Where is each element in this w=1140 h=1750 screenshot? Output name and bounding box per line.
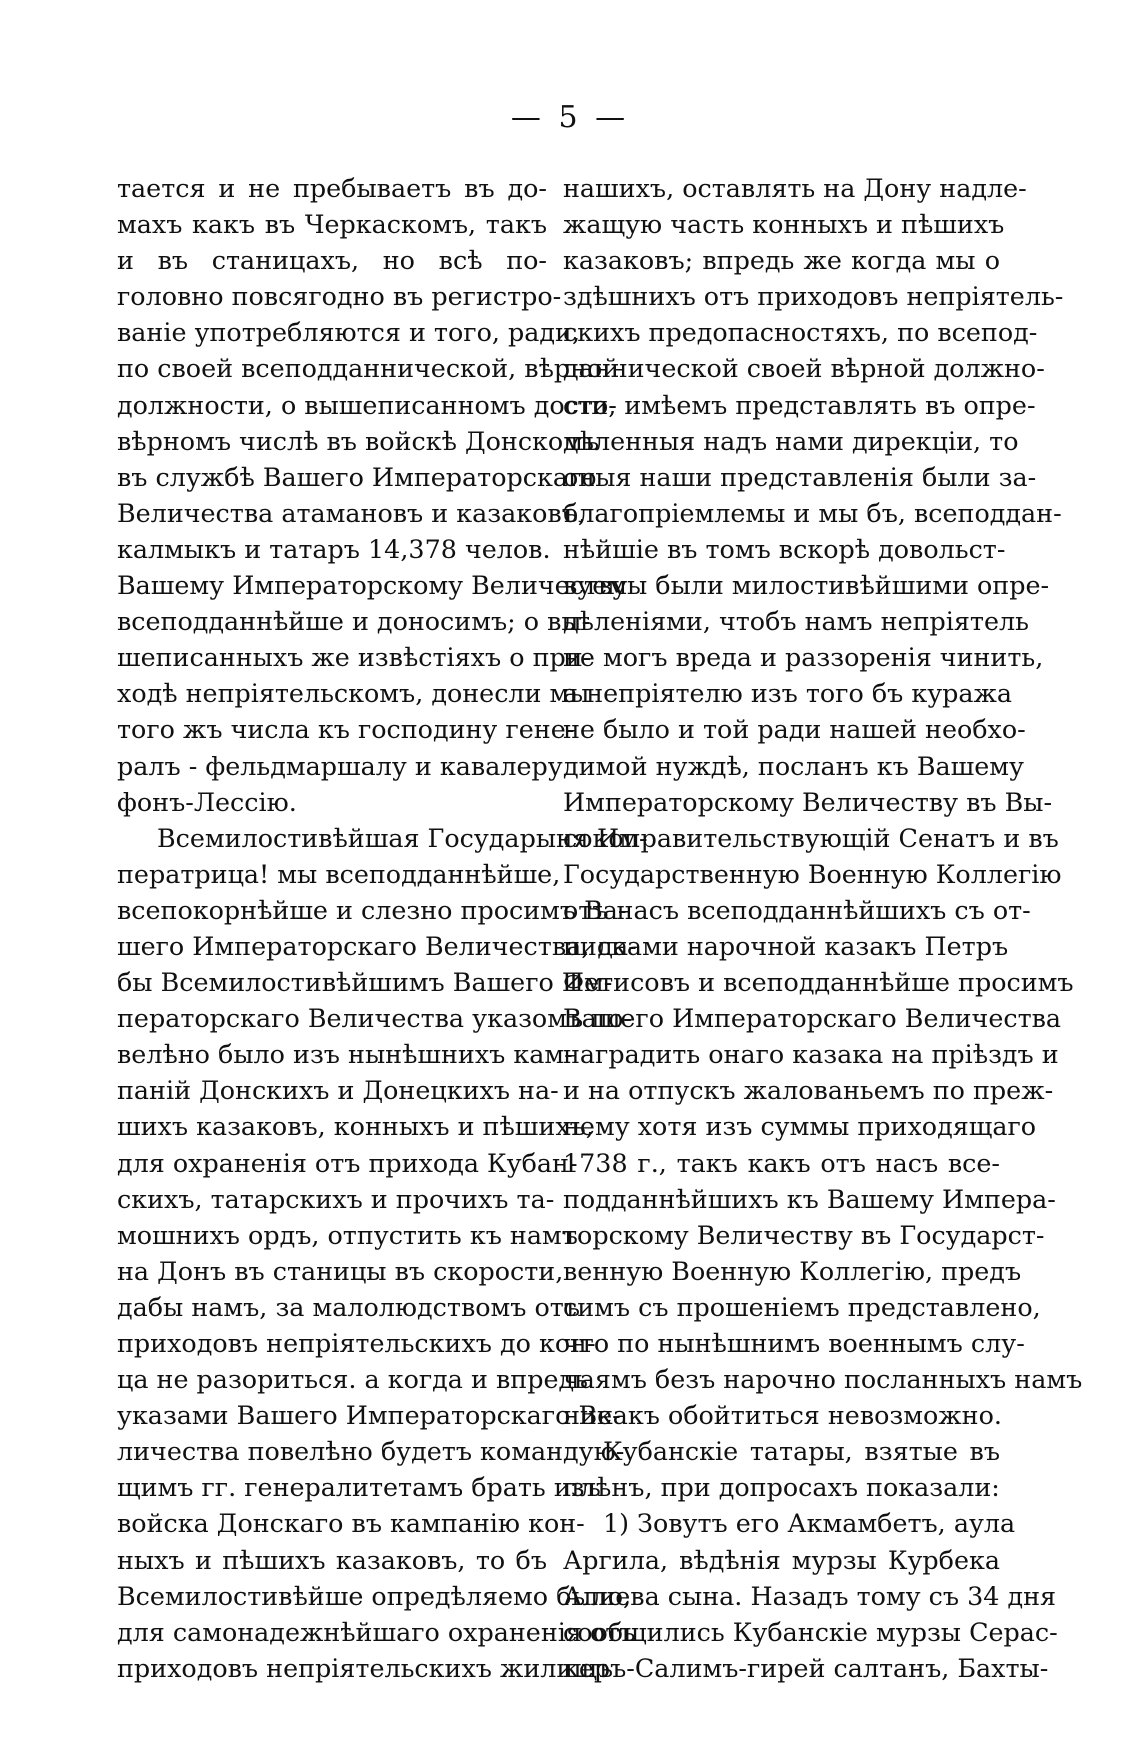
text-line: нашихъ, оставлять на Дону надле-: [563, 173, 1027, 203]
text-line: даннической своей вѣрной должно-: [563, 353, 1045, 384]
text-line: велѣно было изъ нынѣшнихъ кам-: [117, 1039, 573, 1070]
text-line: дѣленныя надъ нами дирекціи, то: [563, 425, 1019, 456]
text-line: ходѣ непріятельскомъ, донесли мы: [117, 678, 590, 709]
text-line: Вашего Императорскаго Величества: [563, 1003, 1062, 1034]
text-line: войска Донскаго въ кампанію кон-: [117, 1508, 585, 1539]
text-line: должности, о вышеписанномъ досто-: [117, 389, 617, 420]
text-line: махъ какъ въ Черкаскомъ, такъ: [117, 209, 547, 240]
text-line: головно повсягодно въ регистро-: [117, 281, 562, 312]
text-line: а непріятелю изъ того бъ куража: [563, 678, 1013, 709]
text-line: Государственную Военную Коллегію: [563, 858, 1062, 889]
text-line: Аргила, вѣдѣнія мурзы Курбека: [563, 1544, 1000, 1575]
text-line: 1738 г., такъ какъ отъ насъ все-: [563, 1147, 1000, 1178]
text-line: калмыкъ и татаръ 14,378 челов.: [117, 533, 551, 564]
text-line: вѣрномъ числѣ въ войскѣ Донскомъ: [117, 425, 600, 456]
text-line: отъ насъ всеподданнѣйшихъ съ от-: [563, 894, 1031, 925]
text-line: Всемилостивѣйше опредѣляемо было,: [117, 1580, 632, 1611]
text-line: Всемилостивѣйшая Государыня Им-: [157, 822, 648, 853]
text-line: оныя наши представленія были за-: [563, 461, 1037, 492]
text-line: вуемы были милостивѣйшими опре-: [563, 570, 1050, 601]
text-line: приходовъ непріятельскихъ до кон-: [117, 1328, 596, 1358]
text-line: не было и той ради нашей необхо-: [563, 714, 1026, 745]
text-line: дѣленіями, чтобъ намъ непріятель: [563, 606, 1029, 637]
text-line: плѣнъ, при допросахъ показали:: [563, 1472, 1000, 1503]
text-line: шихъ казаковъ, конныхъ и пѣшихъ,: [117, 1111, 594, 1142]
text-line: Алиева сына. Назадъ тому съ 34 дня: [563, 1580, 1057, 1611]
text-line: Императорскому Величеству въ Вы-: [563, 786, 1053, 817]
text-line: указами Вашего Императорскаго Ве-: [117, 1400, 621, 1431]
text-line: шеписанныхъ же извѣстіяхъ о при-: [117, 642, 592, 673]
text-line: дабы намъ, за малолюдствомъ отъ: [117, 1291, 580, 1322]
text-line: щимъ гг. генералитетамъ брать изъ: [117, 1472, 601, 1503]
text-line: ваніе употребляются и того, ради,: [117, 317, 581, 348]
text-line: ператорскаго Величества указомъ по-: [117, 1003, 632, 1034]
text-line: того жъ числа къ господину гене-: [117, 714, 575, 745]
text-line: въ службѣ Вашего Императорскаго: [117, 461, 597, 492]
text-line: скихъ предопасностяхъ, по всепод-: [563, 317, 1038, 348]
text-line: сокоправительствующій Сенатъ и въ: [563, 822, 1059, 853]
right-column: [563, 170, 1083, 1686]
text-line: венную Военную Коллегію, предъ: [563, 1255, 1022, 1286]
text-line: Кубанскіе татары, взятые въ: [603, 1436, 1000, 1467]
text-line: Вашему Императорскому Величеству: [117, 570, 628, 601]
text-line: благопріемлемы и мы бъ, всеподдан-: [563, 497, 1062, 528]
text-line: тается и не пребываетъ въ до-: [117, 173, 547, 203]
text-line: димой нуждѣ, посланъ къ Вашему: [563, 750, 1024, 781]
text-line: ца не разориться. а когда и впредь: [117, 1364, 588, 1395]
text-line: всепокорнѣйше и слезно просимъ Ва-: [117, 894, 627, 925]
text-line: здѣшнихъ отъ приходовъ непріятель-: [563, 281, 1064, 312]
text-line: симъ съ прошеніемъ представлено,: [563, 1291, 1041, 1322]
text-line: бы Всемилостивѣйшимъ Вашего Им-: [117, 967, 613, 998]
text-line: наградить онаго казака на пріѣздъ и: [563, 1039, 1059, 1070]
text-line: приходовъ непріятельскихъ жилищъ: [117, 1652, 614, 1683]
text-line: паній Донскихъ и Донецкихъ на-: [117, 1075, 559, 1106]
text-line: по своей всеподданнической, вѣрной: [117, 353, 620, 384]
text-line: подданнѣйшихъ къ Вашему Импера-: [563, 1183, 1056, 1214]
text-line: шего Императорскаго Величества, да-: [117, 930, 637, 961]
text-line: для охраненія отъ прихода Кубан-: [117, 1147, 578, 1178]
text-line: фонъ-Лессію.: [117, 786, 297, 817]
text-line: для самонадежнѣйшаго охраненія отъ: [117, 1616, 636, 1647]
text-line: на Донъ въ станицы въ скорости,: [117, 1255, 564, 1286]
page-number: — 5 —: [510, 100, 630, 135]
text-line: писками нарочной казакъ Петръ: [563, 930, 1009, 961]
text-line: жащую часть конныхъ и пѣшихъ: [563, 209, 1005, 240]
text-line: мошнихъ ордъ, отпустить къ намъ: [117, 1219, 578, 1250]
text-line: Фетисовъ и всеподданнѣйше просимъ: [563, 967, 1074, 998]
text-line: чаямъ безъ нарочно посланныхъ намъ: [563, 1364, 1083, 1395]
text-line: никакъ обойтиться невозможно.: [563, 1400, 1002, 1431]
text-line: и въ станицахъ, но всѣ по-: [117, 245, 547, 276]
left-column: [117, 170, 648, 1686]
text-line: керъ-Салимъ-гирей салтанъ, Бахты-: [563, 1652, 1049, 1683]
text-line: всеподданнѣйше и доносимъ; о вы-: [117, 606, 591, 637]
text-line: личества повелѣно будетъ командую-: [117, 1436, 625, 1467]
text-line: скихъ, татарскихъ и прочихъ та-: [117, 1183, 555, 1214]
text-line: нѣйшіе въ томъ вскорѣ довольст-: [563, 533, 1006, 564]
text-line: сти, имѣемъ представлять въ опре-: [563, 389, 1036, 420]
text-line: казаковъ; впредь же когда мы о: [563, 245, 1000, 276]
text-line: нему хотя изъ суммы приходящаго: [563, 1111, 1037, 1142]
text-line: 1) Зовутъ его Акмамбетъ, аула: [603, 1508, 1016, 1539]
text-line: и на отпускъ жалованьемъ по преж-: [563, 1075, 1054, 1106]
text-line: ныхъ и пѣшихъ казаковъ, то бъ: [117, 1544, 547, 1575]
text-line: сообщились Кубанскіе мурзы Серас-: [563, 1616, 1058, 1647]
text-line: что по нынѣшнимъ военнымъ слу-: [563, 1328, 1025, 1358]
text-line: ператрица! мы всеподданнѣйше,: [117, 858, 561, 889]
text-line: торскому Величеству въ Государст-: [563, 1219, 1045, 1250]
text-line: Величества атамановъ и казаковъ,: [117, 497, 586, 528]
text-line: не могъ вреда и раззоренія чинить,: [563, 642, 1044, 673]
text-line: ралъ - фельдмаршалу и кавалеру: [117, 750, 563, 781]
